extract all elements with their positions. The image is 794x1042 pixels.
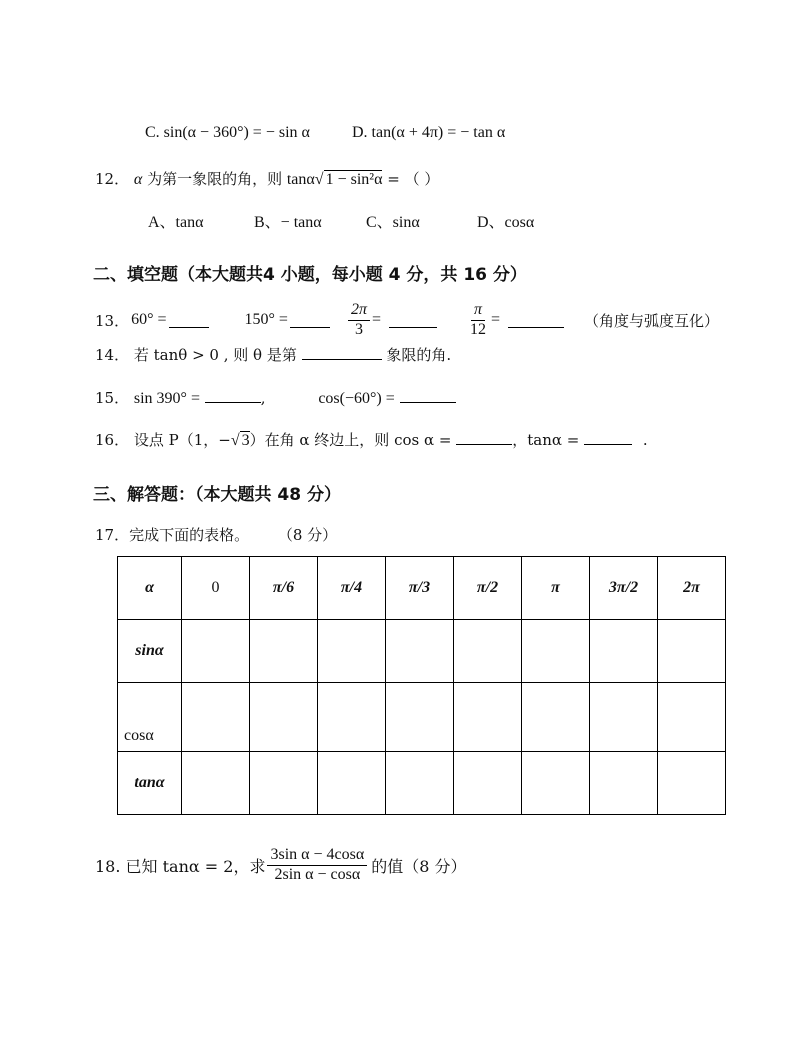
q18-text2: 的值（8 分） — [371, 856, 467, 876]
row-label-tan: tanα — [118, 752, 182, 815]
answer-cell[interactable] — [318, 683, 386, 752]
q12-option-a: A、tanα — [148, 214, 204, 231]
sqrt-sign: √ — [230, 432, 240, 449]
table-header-cell: π/3 — [386, 557, 454, 620]
question-17 — [95, 524, 337, 545]
q13-c-denominator: 3 — [354, 320, 363, 338]
q18-denominator: 2sin α − cosα — [274, 865, 361, 883]
question-12 — [95, 168, 439, 189]
table-row — [118, 752, 726, 815]
answer-cell[interactable] — [454, 620, 522, 683]
q15-blank-b[interactable] — [400, 388, 456, 403]
q15-comma: , — [260, 389, 266, 407]
q13-fraction-c — [348, 302, 370, 339]
row-label-sin: sinα — [118, 620, 182, 683]
table-header-cell: π/6 — [250, 557, 318, 620]
q15-number: 15． — [95, 389, 130, 407]
question-18 — [95, 845, 467, 885]
q16-blank-tan[interactable] — [584, 430, 632, 445]
q12-option-d: D、cosα — [477, 214, 535, 231]
answer-cell[interactable] — [658, 620, 726, 683]
q13-fraction-d — [467, 302, 489, 339]
q11-option-d: D. tan(α + 4π) = − tan α — [352, 124, 506, 141]
table-header-cell: π/2 — [454, 557, 522, 620]
answer-cell[interactable] — [386, 683, 454, 752]
question-16 — [95, 429, 648, 450]
q12-number: 12． — [95, 170, 130, 188]
q12-option-c: C、sinα — [366, 214, 420, 231]
q12-text: 为第一象限的角，则 — [147, 170, 283, 188]
answer-cell[interactable] — [522, 752, 590, 815]
answer-cell[interactable] — [318, 620, 386, 683]
table-header-cell: 0 — [182, 557, 250, 620]
q16-end: . — [642, 431, 648, 449]
q17-points: （8 分） — [277, 526, 338, 544]
answer-cell[interactable] — [182, 752, 250, 815]
q16-text1: 设点 P（1，− — [133, 431, 231, 449]
table-header-cell: 2π — [658, 557, 726, 620]
table-row — [118, 620, 726, 683]
q13-a: 60° = — [131, 311, 167, 328]
sqrt-sign: √ — [314, 171, 324, 188]
answer-cell[interactable] — [590, 620, 658, 683]
q16-blank-cos[interactable] — [456, 430, 512, 445]
q13-blank-c[interactable] — [389, 313, 437, 328]
answer-cell[interactable] — [318, 752, 386, 815]
table-header-cell: 3π/2 — [590, 557, 658, 620]
q13-blank-b[interactable] — [290, 313, 330, 328]
q13-blank-a[interactable] — [169, 313, 209, 328]
q12-root: 1 − sin²α — [325, 171, 383, 188]
q12-bracket: = （ ） — [387, 170, 440, 188]
answer-cell[interactable] — [522, 683, 590, 752]
table-header-cell: π — [522, 557, 590, 620]
answer-cell[interactable] — [590, 683, 658, 752]
question-15 — [95, 387, 456, 408]
section-2-heading: 二、填空题（本大题共4 小题，每小题 4 分，共 16 分） — [93, 265, 527, 285]
q17-text: 17．完成下面的表格。 — [95, 526, 250, 544]
q14-text2: 象限的角. — [386, 346, 452, 364]
answer-cell[interactable] — [182, 683, 250, 752]
answer-cell[interactable] — [250, 620, 318, 683]
answer-cell[interactable] — [658, 683, 726, 752]
row-label-cos: cosα — [118, 683, 182, 752]
q15-blank-a[interactable] — [205, 388, 261, 403]
q13-blank-d[interactable] — [508, 313, 564, 328]
table-header-row — [118, 557, 726, 620]
answer-cell[interactable] — [386, 620, 454, 683]
q11-option-c: C. sin(α − 360°) = − sin α — [145, 124, 310, 141]
q12-option-b: B、− tanα — [254, 214, 322, 231]
q16-root: 3 — [241, 432, 250, 449]
q13-d-numerator: π — [471, 302, 485, 321]
table-header-cell: α — [118, 557, 182, 620]
q12-expr: tanα — [286, 171, 315, 188]
q13-d-denominator: 12 — [469, 320, 486, 338]
section-3-heading: 三、解答题：（本大题共 48 分） — [93, 485, 341, 505]
q14-text: 若 tanθ > 0 , 则 θ 是第 — [133, 346, 297, 364]
answer-cell[interactable] — [182, 620, 250, 683]
trig-value-table — [117, 556, 726, 815]
table-row — [118, 683, 726, 752]
question-13 — [95, 300, 719, 340]
question-14 — [95, 344, 451, 365]
answer-cell[interactable] — [522, 620, 590, 683]
answer-cell[interactable] — [386, 752, 454, 815]
q13-b: 150° = — [244, 311, 288, 328]
q18-numerator: 3sin α − 4cosα — [267, 847, 367, 866]
answer-cell[interactable] — [590, 752, 658, 815]
q13-c-numerator: 2π — [348, 302, 370, 321]
answer-cell[interactable] — [454, 683, 522, 752]
answer-cell[interactable] — [454, 752, 522, 815]
q13-d-eq: = — [490, 311, 501, 328]
q18-text1: 18. 已知 tanα = 2，求 — [95, 856, 266, 876]
q16-number: 16． — [95, 431, 130, 449]
q14-blank[interactable] — [302, 345, 382, 360]
answer-cell[interactable] — [250, 752, 318, 815]
q16-text3: ，tanα = — [512, 431, 580, 449]
q18-fraction — [267, 847, 367, 884]
answer-cell[interactable] — [250, 683, 318, 752]
q14-number: 14． — [95, 346, 130, 364]
q13-c-eq: = — [371, 311, 381, 328]
q12-alpha: α — [133, 171, 143, 188]
q16-text2: ）在角 α 终边上，则 cos α = — [249, 431, 452, 449]
q15-b: cos(−60°) = — [318, 390, 395, 407]
answer-cell[interactable] — [658, 752, 726, 815]
q13-number: 13． — [95, 311, 130, 330]
table-header-cell: π/4 — [318, 557, 386, 620]
q13-note: （角度与弧度互化） — [584, 311, 720, 330]
q15-a: sin 390° = — [133, 390, 200, 407]
